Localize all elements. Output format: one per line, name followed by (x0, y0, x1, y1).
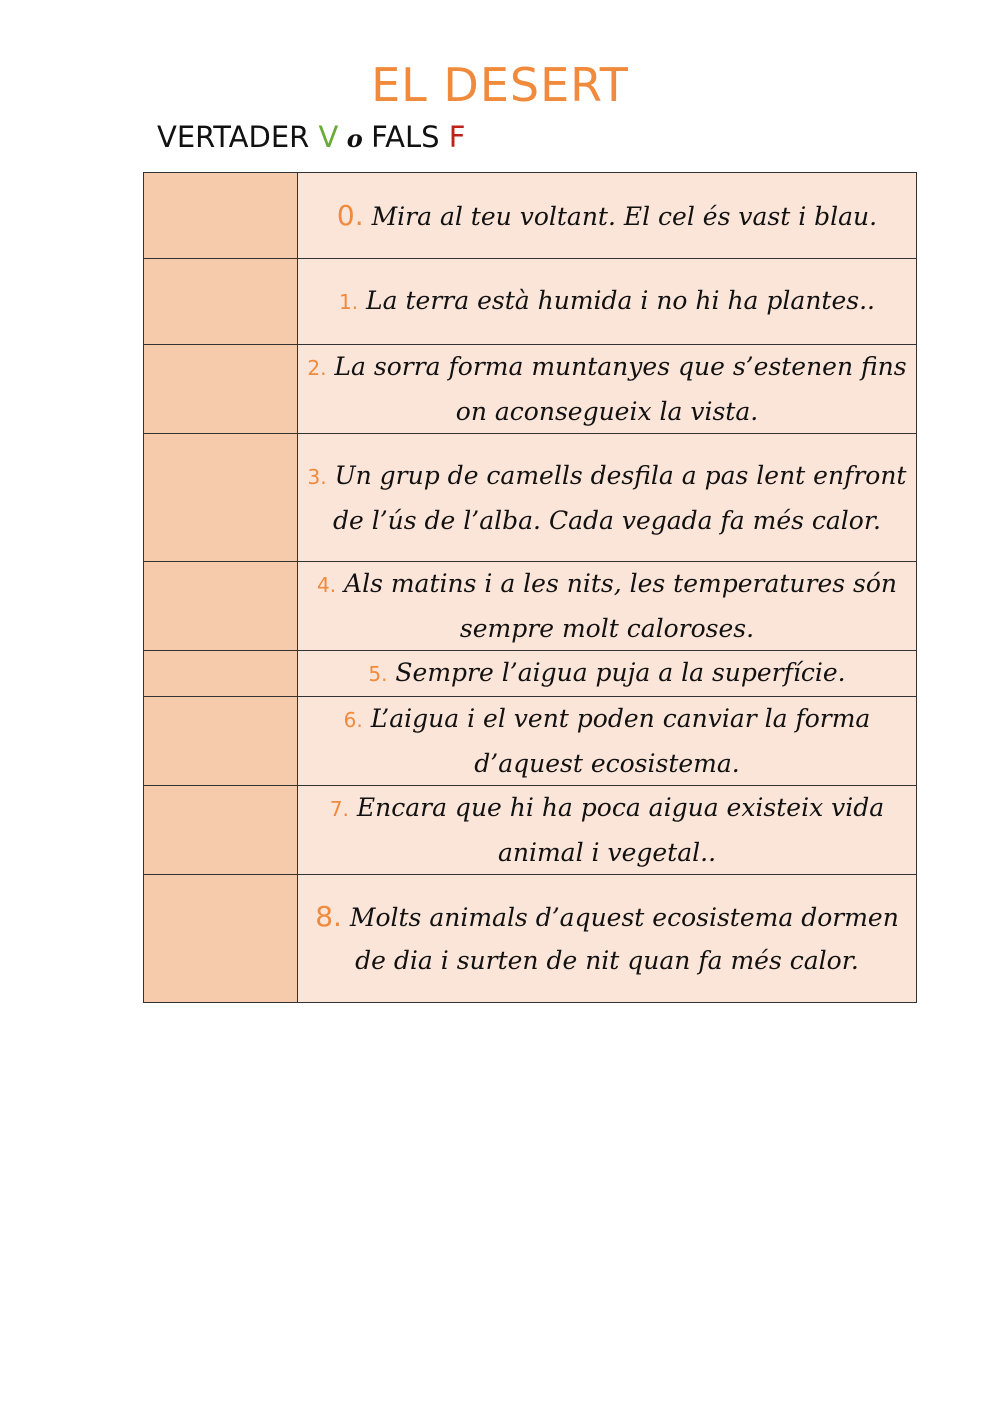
or-connector: o (338, 124, 372, 153)
statement-text: Sempre l’aigua puja a la superfície. (395, 658, 846, 687)
statement-cell (298, 875, 917, 1003)
statement-text: La terra està humida i no hi ha plantes.. (366, 286, 875, 315)
statement-number: 5. (368, 662, 388, 686)
instructions-true-label: VERTADER (157, 120, 319, 154)
table-row (144, 875, 917, 1003)
table-row (144, 345, 917, 434)
statement-number: 2. (307, 356, 327, 380)
statement-cell (298, 173, 917, 259)
table-row (144, 786, 917, 875)
instructions (157, 120, 465, 154)
statement-text: La sorra forma muntanyes que s’estenen fins on aconsegueix la vista. (334, 352, 907, 426)
table-row (144, 259, 917, 345)
statement-cell (298, 434, 917, 562)
answer-cell[interactable] (144, 562, 298, 651)
table-row (144, 562, 917, 651)
statement-cell (298, 697, 917, 786)
statement-text: Un grup de camells desfila a pas lent enfront de l’ús de l’alba. Cada vegada fa més calor. (332, 460, 907, 535)
statement-number: 6. (343, 708, 363, 732)
statement-text: L’aigua i el vent poden canviar la forma d’aquest ecosistema. (370, 704, 871, 778)
statement-number: 1. (339, 290, 359, 314)
answer-cell[interactable] (144, 173, 298, 259)
instructions-false-label: FALS (371, 120, 449, 154)
answer-cell[interactable] (144, 875, 298, 1003)
statement-text: Molts animals d’aquest ecosistema dormen de dia i surten de nit quan fa més calor. (349, 903, 899, 975)
statement-text: Als matins i a les nits, les temperatures són sempre molt caloroses. (344, 569, 898, 643)
statement-text: Mira al teu voltant. El cel és vast i blau. (371, 201, 878, 231)
statement-text: Encara que hi ha poca aigua existeix vida animal i vegetal.. (356, 793, 885, 867)
statement-number: 4. (316, 573, 337, 597)
page-title: EL DESERT (371, 58, 629, 112)
answer-cell[interactable] (144, 259, 298, 345)
false-letter: F (448, 120, 466, 154)
statement-number: 7. (329, 797, 349, 821)
statement-number: 8. (315, 900, 342, 933)
table-row (144, 697, 917, 786)
table-row (144, 651, 917, 697)
statement-number: 0. (336, 198, 364, 232)
statement-cell (298, 345, 917, 434)
statement-number: 3. (307, 464, 327, 489)
answer-cell[interactable] (144, 345, 298, 434)
true-letter: V (318, 120, 339, 154)
statement-cell (298, 651, 917, 697)
statement-cell (298, 259, 917, 345)
statement-cell (298, 562, 917, 651)
statement-cell (298, 786, 917, 875)
table-row (144, 173, 917, 259)
answer-cell[interactable] (144, 434, 298, 562)
table-row (144, 434, 917, 562)
answer-cell[interactable] (144, 786, 298, 875)
answer-cell[interactable] (144, 697, 298, 786)
answer-cell[interactable] (144, 651, 298, 697)
true-false-table (143, 172, 917, 1003)
